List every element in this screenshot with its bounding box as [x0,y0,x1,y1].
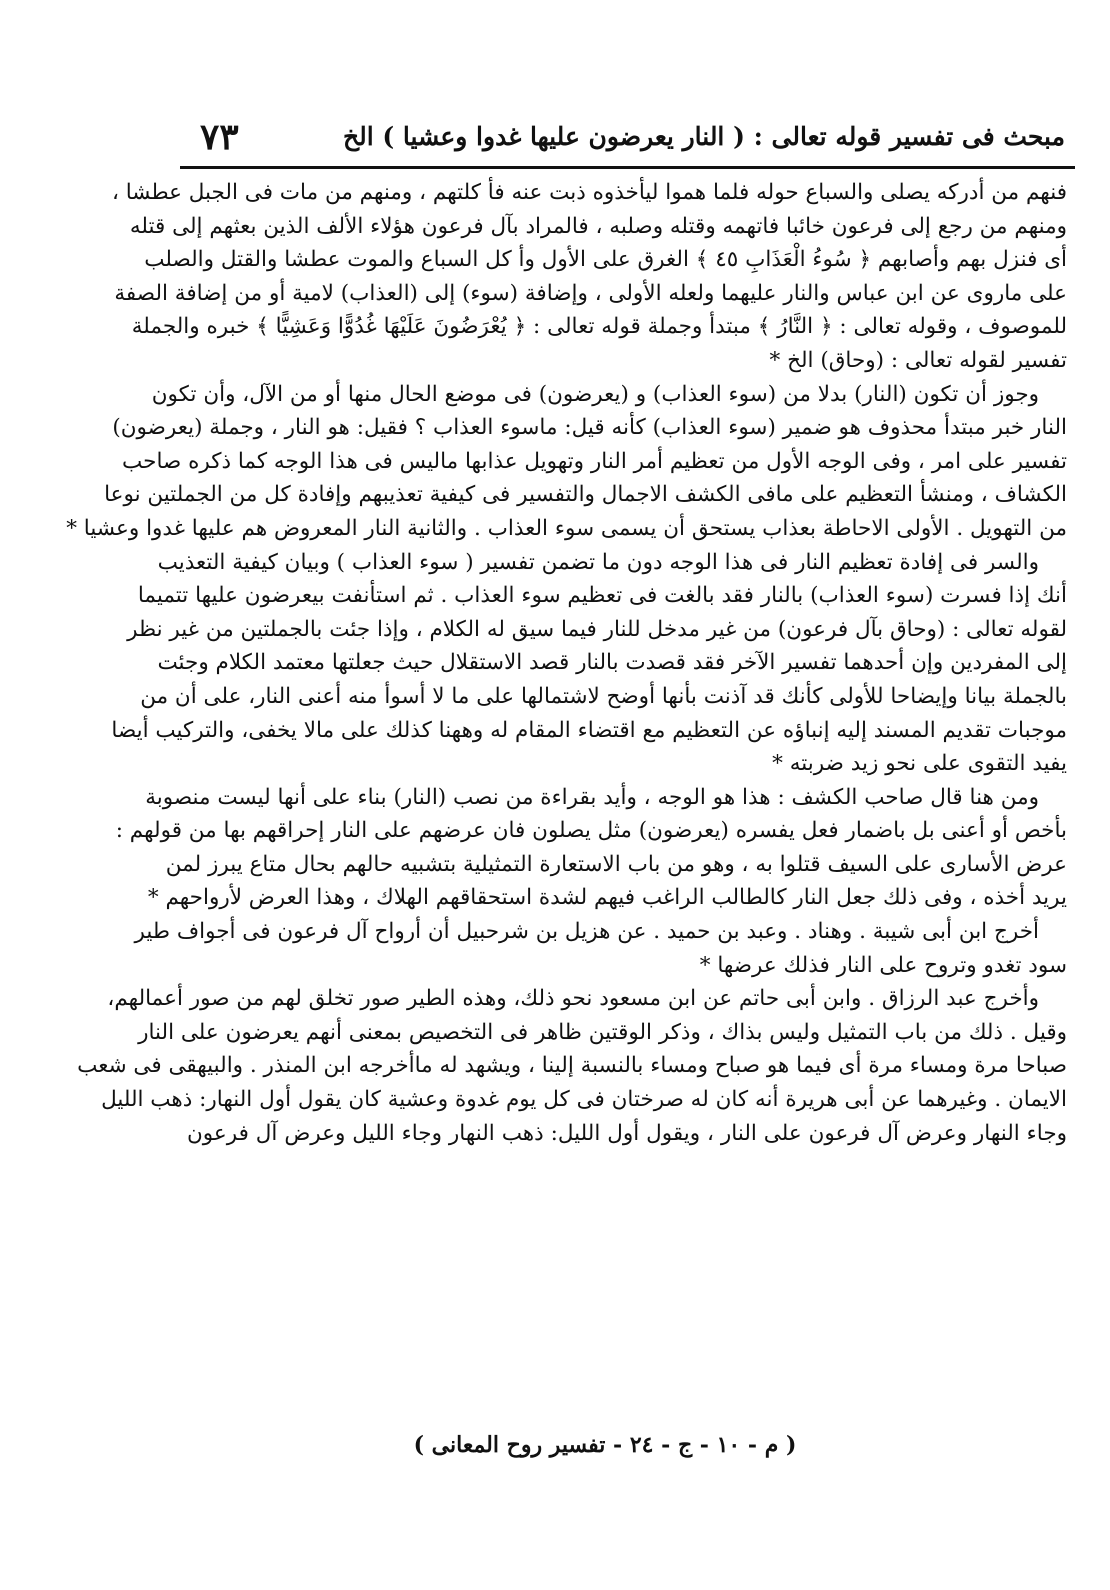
text-line: الايمان . وغيرهما عن أبى هريرة أنه كان له صرختان فى كل يوم غدوة وعشية كان يقول أول النهار: ذهب الليل [101,1087,1067,1113]
text-line: وأخرج عبد الرزاق . وابن أبى حاتم عن ابن مسعود نحو ذلك، وهذه الطير صور تخلق لهم من صور أعمالهم، [107,986,1039,1012]
text-line: تفسير لقوله تعالى : (وحاق) الخ * [769,347,1067,373]
page-number: ٧٣ [200,116,239,158]
text-line: فنهم من أدركه يصلى والسباع حوله فلما هموا ليأخذوه ذبت عنه فأ كلتهم ، ومنهم من مات فى الجبل عطشا ، [111,180,1067,205]
text-line: وجوز أن تكون (النار) بدلا من (سوء العذاب) و (يعرضون) فى موضع الحال منها أو من الآل، وأن تكون [151,381,1039,407]
text-line: النار خبر مبتدأ محذوف هو ضمير (سوء العذاب) كأنه قيل: ماسوء العذاب ؟ فقيل: هو النار ، وجملة (يعرضون) [112,415,1067,441]
text-line: أخرج ابن أبى شيبة . وهناد . وعبد بن حميد . عن هزيل بن شرحبيل أن أرواح آل فرعون فى أجواف طير [134,919,1039,945]
text-line: لقوله تعالى : (وحاق بآل فرعون) من غير مدخل للنار فيما سيق له الكلام ، وإذا جئت بالجملتين من غير نظر [127,616,1067,642]
text-line: أنك إذا فسرت (سوء العذاب) بالنار فقد بالغت فى تعظيم سوء العذاب . ثم استأنفت بيعرضون عليها تتميما [137,583,1067,609]
text-line: تفسير على امر ، وفى الوجه الأول من تعظيم أمر النار وتهويل عذابها ماليس فى هذا الوجه كما ذكره صاحب [122,448,1067,474]
text-line: من التهويل . الأولى الاحاطة بعذاب يستحق أن يسمى سوء العذاب . والثانية النار المعروض هم عليها غدوا وعشيا * [66,515,1067,541]
text-line: عرض الأسارى على السيف قتلوا به ، وهو من باب الاستعارة التمثيلية بتشبيه حالهم بحال متاع يبرز لمن [165,851,1067,877]
text-line: للموصوف ، وقوله تعالى : ﴿ النَّارُ ﴾ مبتدأ وجملة قوله تعالى : ﴿ يُعْرَضُونَ عَلَيْهَا غُدُوًّا وَعَشِيًّا ﴾ خبره والجملة [131,314,1067,340]
footer-signature: ( م - ١٠ - ج - ٢٤ - تفسير روح المعانى ) [413,1432,797,1458]
text-line: يفيد التقوى على نحو زيد ضربته * [772,751,1067,777]
text-line: ومن هنا قال صاحب الكشف : هذا هو الوجه ، وأيد بقراءة من نصب (النار) بناء على أنها ليست منصوبة [145,784,1039,810]
text-line: الكشاف ، ومنشأ التعظيم على مافى الكشف الاجمال والتفسير فى كيفية تعذيبهم وإفادة كل من الجملتين نوعا [104,482,1067,508]
running-title: مبحث فى تفسير قوله تعالى : ( النار يعرضون عليها غدوا وعشيا ) الخ [342,122,1065,151]
body-text [66,176,1067,1150]
text-line: على ماروى عن ابن عباس والنار عليهما ولعله الأولى ، وإضافة (سوء) إلى (العذاب) لامية أو من إضافة الصفة [114,280,1067,306]
text-line: وقيل . ذلك من باب التمثيل وليس بذاك ، وذكر الوقتين ظاهر فى التخصيص بمعنى أنهم يعرضون على النار [138,1019,1067,1045]
text-line: صباحا مرة ومساء مرة أى فيما هو صباح ومساء بالنسبة إلينا ، ويشهد له ماأخرجه ابن المنذر . والبيهقى فى شعب [77,1053,1067,1079]
text-line: بأخص أو أعنى بل باضمار فعل يفسره (يعرضون) مثل يصلون فان عرضهم على النار إحراقهم بها من قولهم : [115,818,1067,844]
text-line: والسر فى إفادة تعظيم النار فى هذا الوجه دون ما تضمن تفسير ( سوء العذاب ) وبيان كيفية التعذيب [157,549,1039,575]
running-header [180,112,1075,166]
text-line: ومنهم من رجع إلى فرعون خائبا فاتهمه وقتله وصلبه ، فالمراد بآل فرعون هؤلاء الألف الذين بعثهم إلى قتله [129,213,1067,239]
text-line: موجبات تقديم المسند إليه إنباؤه عن التعظيم مع اقتضاء المقام له وههنا كذلك على مالا يخفى، والتركيب أيضا [111,717,1067,743]
text-line: يريد أخذه ، وفى ذلك جعل النار كالطالب الراغب فيهم لشدة استحقاقهم الهلاك ، وهذا العرض لأرواحهم * [147,885,1067,911]
header-rule [180,166,1075,169]
text-line: إلى المفردين وإن أحدهما تفسير الآخر فقد قصدت بالنار قصد الاستقلال حيث جعلتها معتمد الكلام وجئت [157,650,1067,676]
text-line: وجاء النهار وعرض آل فرعون على النار ، ويقول أول الليل: ذهب النهار وجاء الليل وعرض آل فرعون [187,1120,1067,1146]
text-line: سود تغدو وتروح على النار فذلك عرضها * [699,952,1067,978]
text-line: أى فنزل بهم وأصابهم ﴿ سُوءُ الْعَذَابِ ٤٥ ﴾ الغرق على الأول وأ كل السباع والموت عطشا والقتل والصلب [144,247,1067,273]
text-line: بالجملة بيانا وإيضاحا للأولى كأنك قد آذنت بأنها أوضح لاشتمالها على ما لا أسوأ منه أعنى النار، على أن من [140,683,1067,709]
